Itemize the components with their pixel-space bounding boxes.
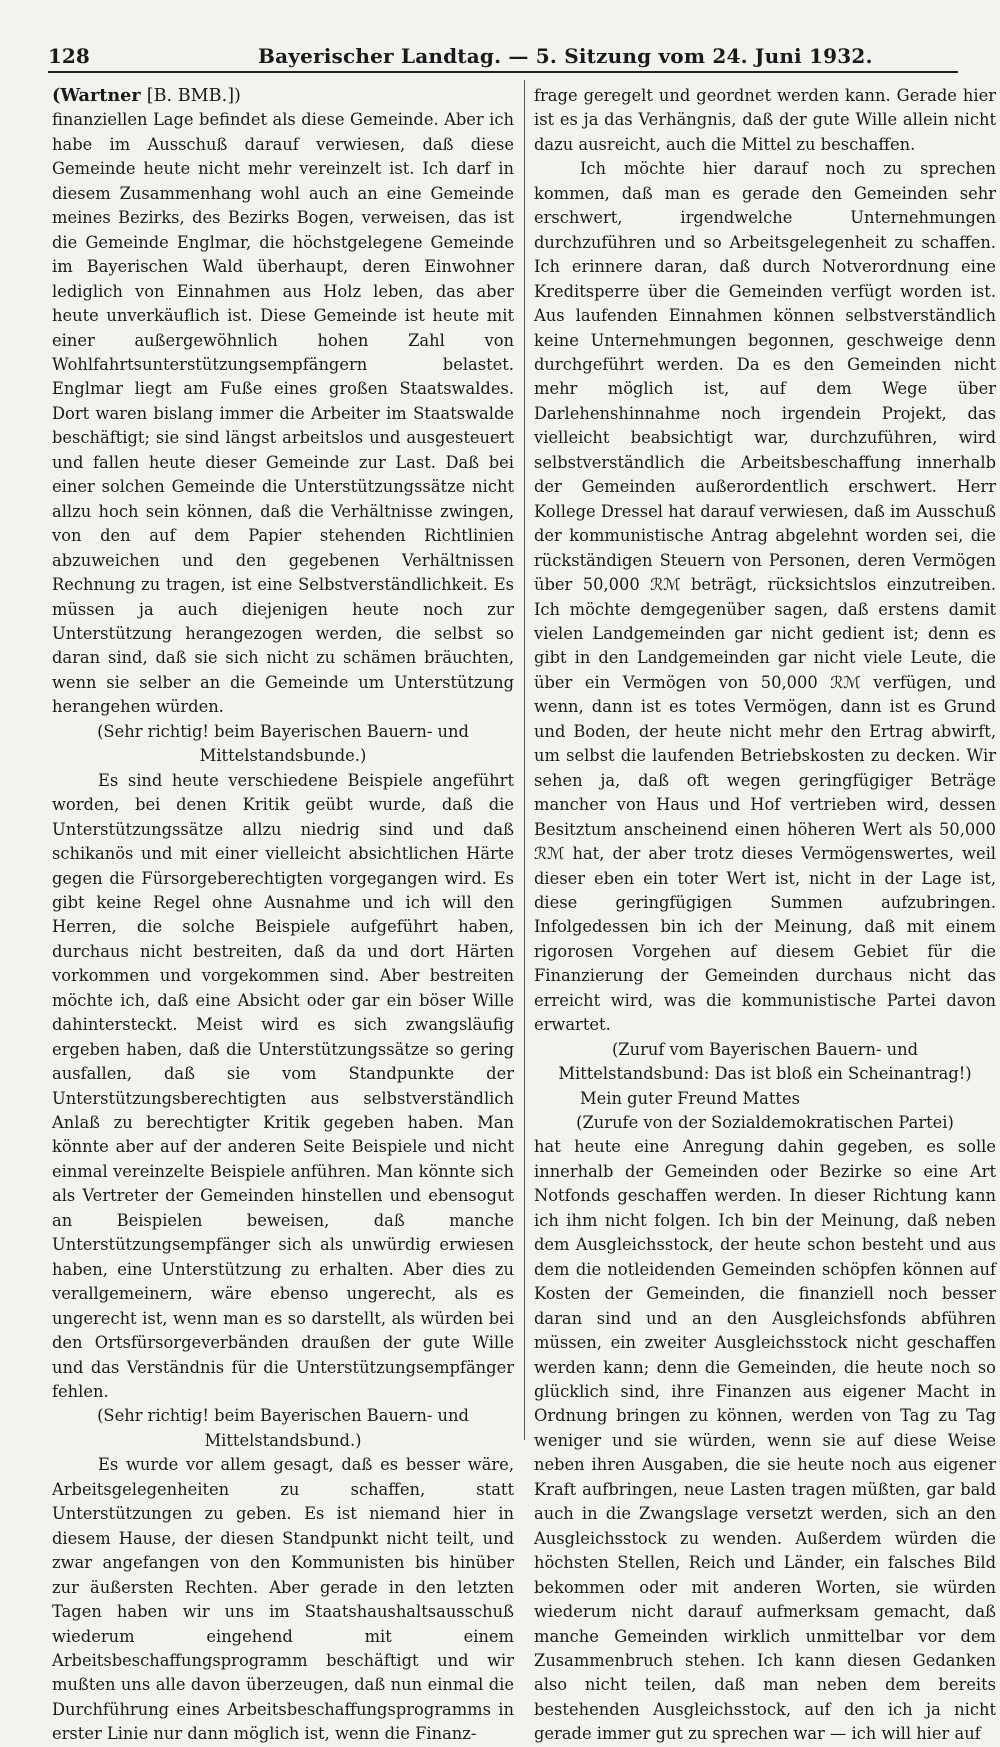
page-number: 128 bbox=[48, 44, 90, 68]
paragraph: finanziellen Lage befindet als diese Gemeinde. Aber ich habe im Ausschuß darauf verwiesen, daß diese Gemeinde heute nicht mehr vereinzelt ist. Ich darf in diesem Zusammenhang wohl auch an eine Gemeinde meines Bezirks, des Bezirks Bogen, verweisen, das ist die Gemeinde Englmar, die höchstgelegene Gemeinde im Bayerischen Wald überhaupt, deren Einwohner lediglich von Einnahmen aus Holz leben, das aber heute unverkäuflich ist. Diese Gemeinde ist heute mit einer außergewöhnlich hohen Zahl von Wohlfahrtsunterstützungsempfängern belastet. Englmar liegt am Fuße eines großen Staatswaldes. Dort waren bislang immer die Arbeiter im Staatswalde beschäftigt; sie sind längst arbeitslos und ausgesteuert und fallen heute dieser Gemeinde zur Last. Daß bei einer solchen Gemeinde die Unterstützungssätze nicht allzu hoch sein können, daß die Verhältnisse zwingen, von den auf dem Papier stehenden Richtlinien abzuweichen und den gegebenen Verhältnissen Rechnung zu tragen, ist eine Selbstverständlichkeit. Es müssen ja auch diejenigen heute noch zur Unterstützung herangezogen werden, die selbst so daran sind, daß sie sich nicht zu schämen bräuchten, wenn sie selber an die Gemeinde um Unterstützung herangehen würden. bbox=[52, 110, 514, 717]
speaker-heading bbox=[52, 84, 514, 108]
interjection: (Zurufe von der Sozialdemokratischen Partei) bbox=[576, 1113, 954, 1133]
paragraph: frage geregelt und geordnet werden kann. Gerade hier ist es ja das Verhängnis, daß der gute Wille allein nicht dazu ausreicht, auch die Mittel zu beschaffen. bbox=[534, 86, 996, 154]
paragraph: hat heute eine Anregung dahin gegeben, es solle innerhalb der Gemeinden oder Bezirke so eine Art Notfonds geschaffen werden. In dieser Richtung kann ich ihm nicht folgen. Ich bin der Meinung, daß neben dem Ausgleichsstock, der heute schon besteht und aus dem die notleidenden Gemeinden schöpfen können auf Kosten der Gemeinden, die finanziell noch besser daran sind und an den Ausgleichsfonds abführen müssen, ein zweiter Ausgleichsstock nicht geschaffen werden kann; denn die Gemeinden, die heute noch so glücklich sind, ihre Finanzen aus eigener Macht in Ordnung bringen zu können, werden von Tag zu Tag weniger und sie würden, wenn sie auf diese Weise neben ihren Ausgaben, die sie heute noch aus eigener Kraft aufbringen, neue Lasten tragen müßten, gar bald auch in die Zwangslage versetzt werden, sich an den Ausgleichsstock zu wenden. Außerdem würden die höchsten Stellen, Reich und Länder, ein falsches Bild bekommen oder mit anderen Worten, sie würden wiederum nicht darauf aufmerksam gemacht, daß manche Gemeinden wirklich unmittelbar vor dem Zusammenbruch stehen. Ich kann diesen Gedanken also nicht teilen, daß man neben dem bereits bestehenden Ausgleichsstock, auf den ich ja nicht gerade immer gut zu sprechen war — ich will hier auf bbox=[534, 1137, 996, 1744]
page-header bbox=[48, 44, 958, 74]
paragraph: Es wurde vor allem gesagt, daß es besser wäre, Arbeitsgelegenheiten zu schaffen, statt Unterstützungen zu geben. Es ist niemand hier in diesem Hause, der diesen Standpunkt nicht teilt, und zwar angefangen von den Kommunisten bis hinüber zur äußersten Rechten. Aber gerade in den letzten Tagen haben wir uns im Staatshaushaltsausschuß wiederum eingehend mit einem Arbeitsbeschaffungsprogramm beschäftigt und wir mußten uns alle davon überzeugen, daß nun einmal die Durchführung eines Arbeitsbeschaffungsprogramms in erster Linie nur dann möglich ist, wenn die Finanz- bbox=[52, 1455, 514, 1744]
right-column bbox=[534, 84, 996, 1747]
paragraph: Ich möchte hier darauf noch zu sprechen kommen, daß man es gerade den Gemeinden sehr erschwert, irgendwelche Unternehmungen durchzuführen und so Arbeitsgelegenheit zu schaffen. Ich erinnere daran, daß durch Notverordnung eine Kreditsperre über die Gemeinden verfügt worden ist. Aus laufenden Einnahmen können selbstverständlich keine Unternehmungen begonnen, geschweige denn durchgeführt werden. Da es den Gemeinden nicht mehr möglich ist, auf dem Wege über Darlehenshinnahme noch irgendein Projekt, das vielleicht beabsichtigt war, durchzuführen, wird selbstverständlich die Arbeitsbeschaffung innerhalb der Gemeinden außerordentlich erschwert. Herr Kollege Dressel hat darauf verwiesen, daß im Ausschuß der kommunistische Antrag abgelehnt worden sei, die rückständigen Steuern von Personen, deren Vermögen über 50,000 ℛℳ beträgt, rücksichtslos einzutreiben. Ich möchte demgegenüber sagen, daß erstens damit vielen Landgemeinden gar nicht gedient ist; denn es gibt in den Landgemeinden gar nicht viele Leute, die über ein Vermögen von 50,000 ℛℳ verfügen, und wenn, dann ist es totes Vermögen, dann ist es Grund und Boden, der heute nicht mehr den Ertrag abwirft, um selbst die laufenden Betriebskosten zu decken. Wir sehen ja, daß oft wegen geringfügiger Beträge mancher von Haus und Hof vertrieben wird, dessen Besitztum anscheinend einen höheren Wert als 50,000 ℛℳ hat, der aber trotz dieses Vermögenswertes, weil dieser eben ein toter Wert ist, nicht in der Lage ist, diese geringfügigen Summen aufzubringen. Infolgedessen bin ich der Meinung, daß mit einem rigorosen Vorgehen auf diesem Gebiet für die Finanzierung der Gemeinden durchaus nicht das erreicht wird, was die kommunistische Partei davon erwartet. bbox=[534, 159, 996, 1035]
interjection: (Zuruf vom Bayerischen Bauern- und Mittelstandsbund: Das ist bloß ein Scheinantrag!) bbox=[558, 1039, 972, 1084]
left-column bbox=[52, 84, 514, 1747]
interjection: (Sehr richtig! beim Bayerischen Bauern- und Mittelstandsbunde.) bbox=[97, 721, 469, 766]
interjection: (Sehr richtig! beim Bayerischen Bauern- und Mittelstandsbund.) bbox=[97, 1406, 469, 1450]
speaker-party: [B. BMB.]) bbox=[146, 86, 241, 106]
paragraph: Mein guter Freund Mattes bbox=[580, 1088, 800, 1108]
header-rule bbox=[48, 71, 958, 73]
speaker-name: (Wartner bbox=[52, 85, 141, 106]
column-divider bbox=[524, 80, 525, 1440]
paragraph: Es sind heute verschiedene Beispiele angeführt worden, bei denen Kritik geübt wurde, daß die Unterstützungssätze allzu niedrig sind und daß schikanös und mit einer vielleicht absichtlichen Härte gegen die Fürsorgeberechtigten vorgegangen wird. Es gibt keine Regel ohne Ausnahme und ich will den Herren, die solche Beispiele aufgeführt haben, durchaus nicht bestreiten, daß da und dort Härten vorkommen und vorgekommen sind. Aber bestreiten möchte ich, daß eine Absicht oder gar ein böser Wille dahintersteckt. Meist wird es sich zwangsläufig ergeben haben, daß die Unterstützungssätze so gering ausfallen, daß sie vom Standpunkte der Unterstützungsberechtigten aus selbstverständlich Anlaß zu berechtigter Kritik gegeben haben. Man könnte aber auf der anderen Seite Beispiele und nicht einmal vereinzelte Beispiele anführen. Man könnte sich als Vertreter der Gemeinden hinstellen und ebensogut an Beispielen beweisen, daß manche Unterstützungsempfänger sich als unwürdig erwiesen haben, eine Unterstützung zu erhalten. Aber dies zu verallgemeinern, wäre ebenso ungerecht, als es ungerecht ist, wenn man es so darstellt, als würden bei den Ortsfürsorgeverbänden draußen der gute Wille und das Verständnis für die Unterstützungsempfänger fehlen. bbox=[52, 770, 514, 1402]
running-title: Bayerischer Landtag. — 5. Sitzung vom 24. Juni 1932. bbox=[258, 44, 873, 68]
